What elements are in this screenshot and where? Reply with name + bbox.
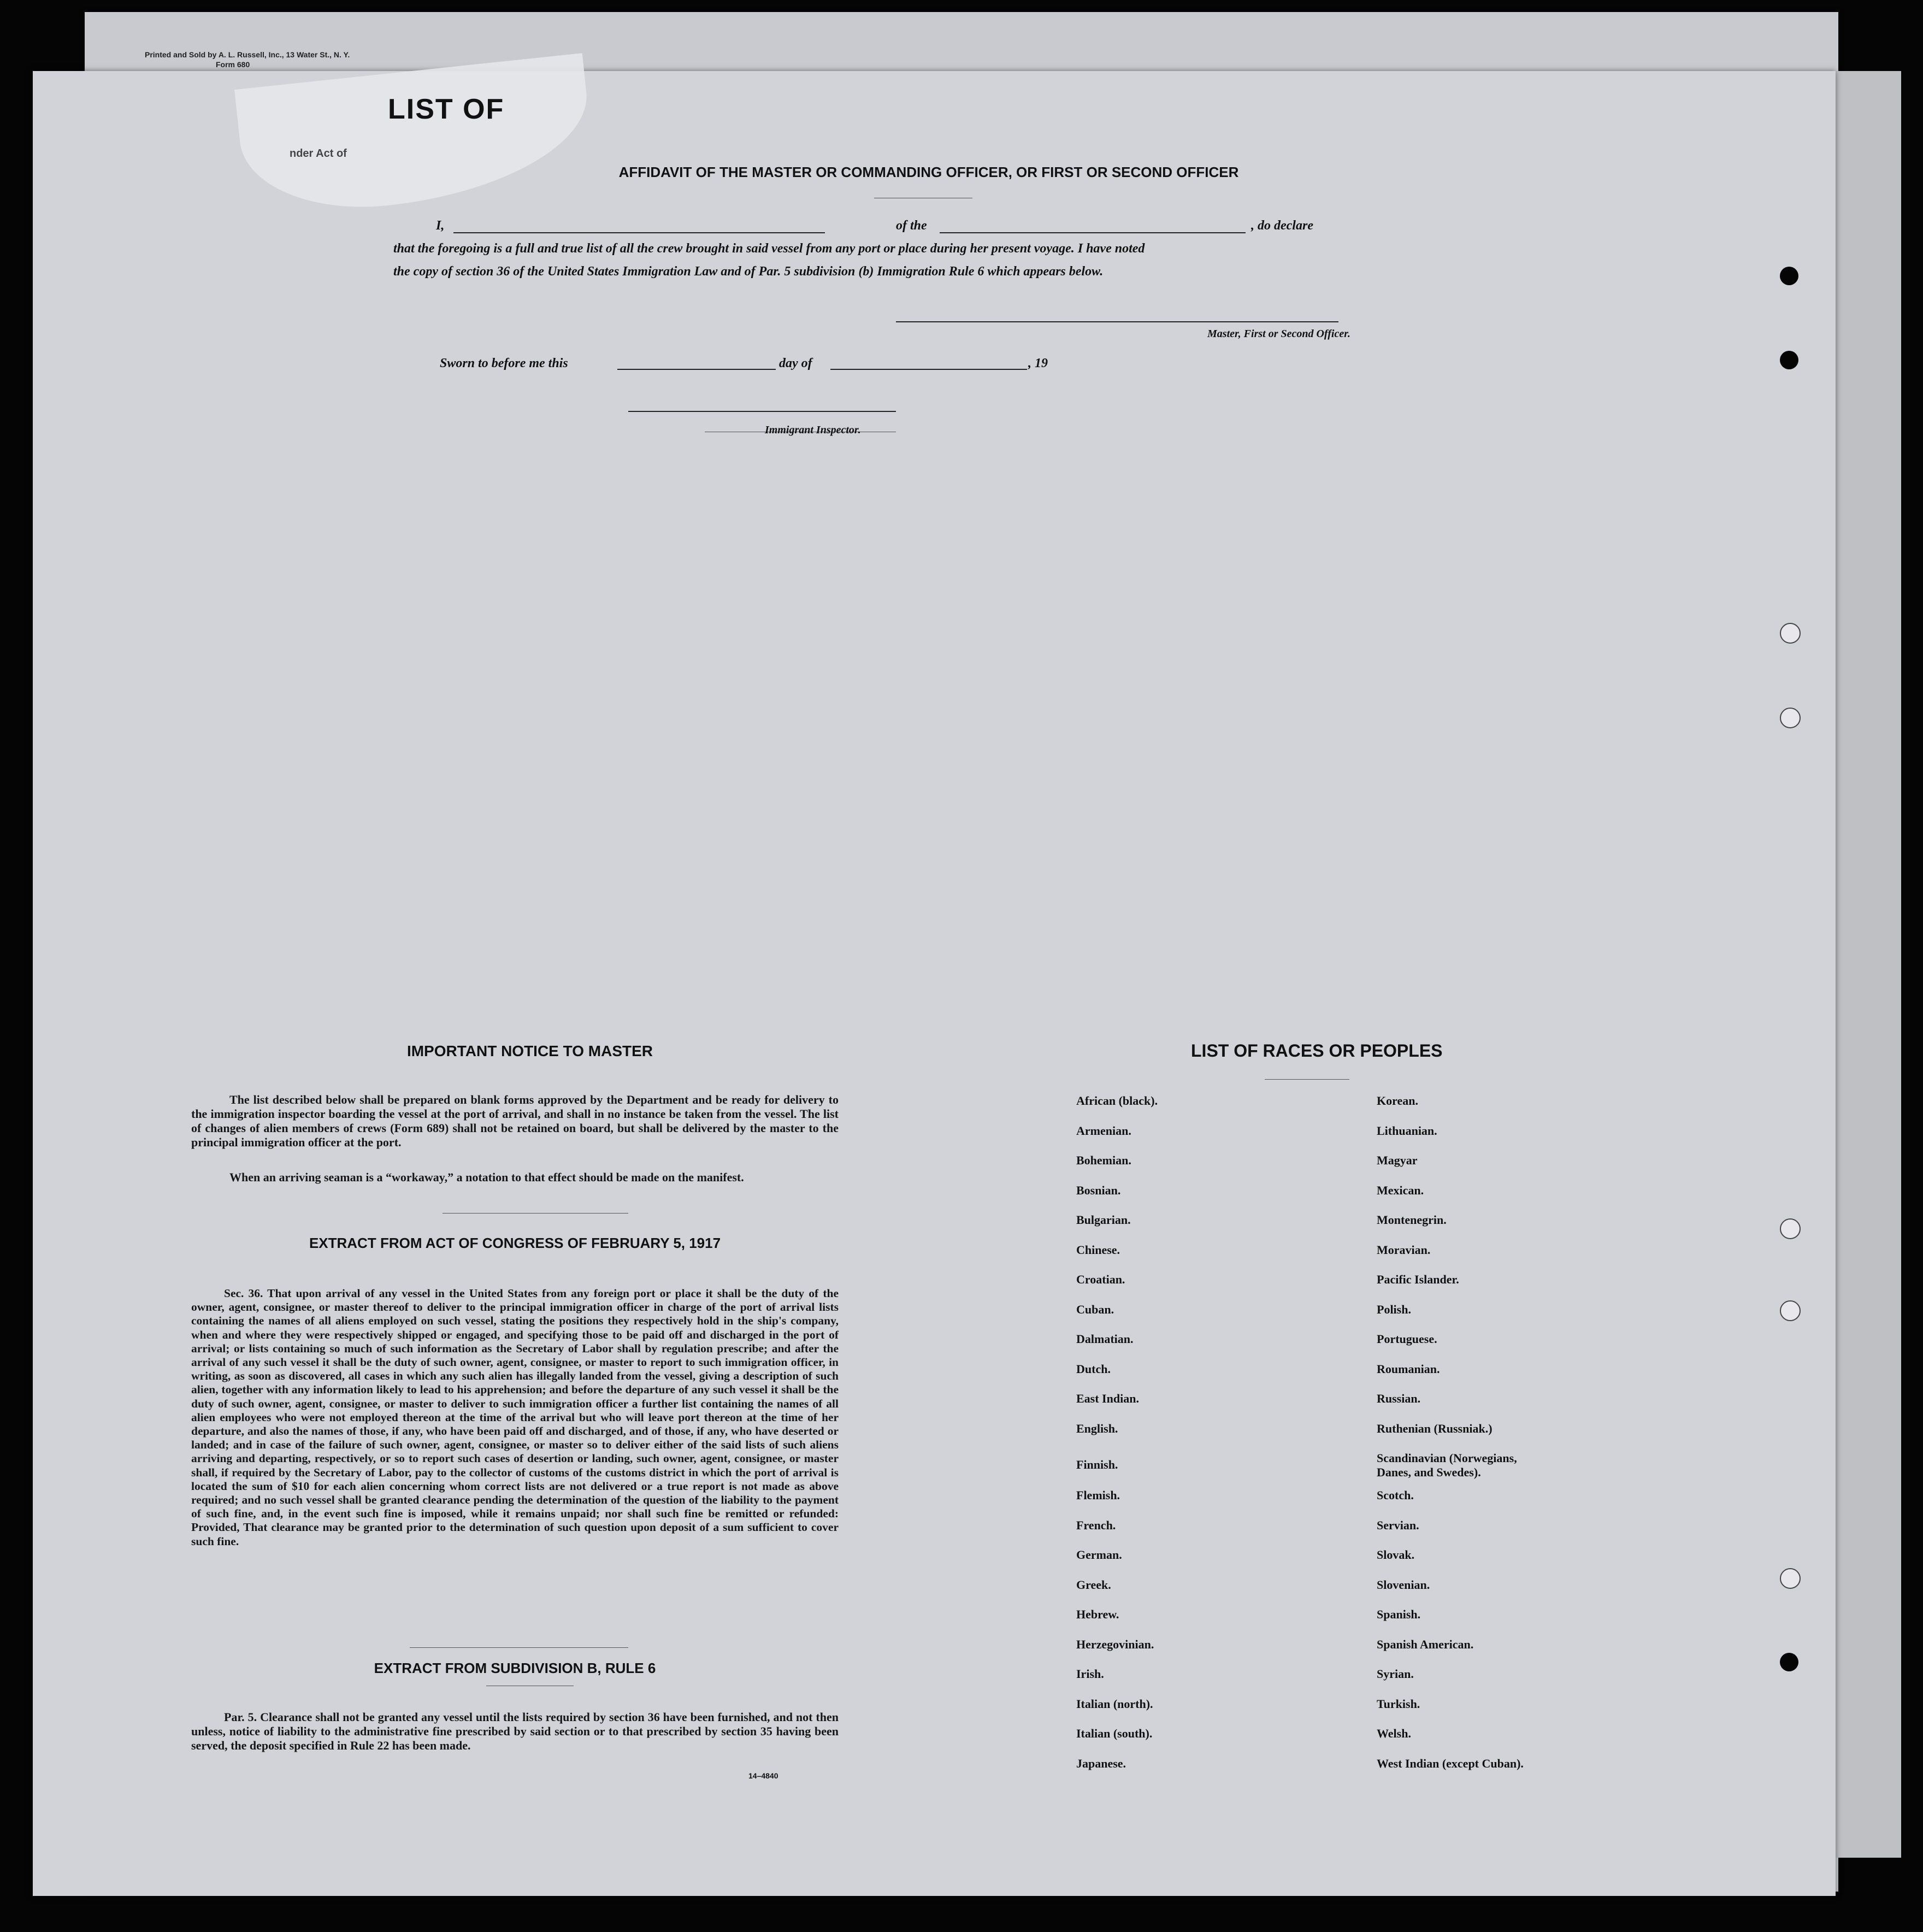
punch-hole-icon	[1780, 708, 1801, 728]
race-item: East Indian.	[1076, 1392, 1139, 1405]
race-item: Italian (north).	[1076, 1697, 1153, 1711]
race-item: Bulgarian.	[1076, 1213, 1131, 1227]
printer-line: Printed and Sold by A. L. Russell, Inc., 13 Water St., N. Y.	[145, 50, 350, 59]
race-item: Armenian.	[1076, 1123, 1131, 1138]
affidavit-i: I,	[436, 219, 445, 233]
races-left-column	[1076, 1094, 1349, 1786]
race-item: Irish.	[1076, 1667, 1104, 1681]
race-item: Korean.	[1377, 1094, 1418, 1108]
race-item: Spanish American.	[1377, 1637, 1474, 1651]
sworn-prefix: Sworn to before me this	[440, 356, 568, 370]
race-item: African (black).	[1076, 1094, 1158, 1108]
race-item: Chinese.	[1076, 1242, 1120, 1257]
punch-hole-icon	[1780, 1300, 1801, 1321]
race-item: English.	[1076, 1421, 1118, 1435]
race-item: Roumanian.	[1377, 1362, 1440, 1376]
race-item: Mexican.	[1377, 1183, 1424, 1197]
race-item: French.	[1076, 1518, 1116, 1532]
race-item: Hebrew.	[1076, 1607, 1119, 1621]
officer-signature-label: Master, First or Second Officer.	[1207, 328, 1350, 340]
race-item: Polish.	[1377, 1302, 1411, 1316]
form-number: Form 680	[216, 60, 250, 69]
race-item: Magyar	[1377, 1153, 1418, 1167]
act-fragment: nder Act of	[290, 148, 347, 160]
form-code: 14–4840	[748, 1771, 778, 1780]
race-item: Russian.	[1377, 1392, 1421, 1405]
races-title: LIST OF RACES OR PEOPLES	[1191, 1041, 1443, 1061]
race-item: West Indian (except Cuban).	[1377, 1756, 1524, 1770]
race-item: Moravian.	[1377, 1242, 1431, 1257]
sworn-year: , 19	[1028, 356, 1048, 370]
race-item: Italian (south).	[1076, 1727, 1153, 1740]
notice-para2: When an arriving seaman is a “workaway,” a notation to that effect should be made on the manifest.	[229, 1170, 744, 1184]
affidavit-title: AFFIDAVIT OF THE MASTER OR COMMANDING OFFICER, OR FIRST OR SECOND OFFICER	[618, 164, 1239, 180]
sworn-month-line[interactable]	[830, 369, 1027, 370]
race-item: Flemish.	[1076, 1488, 1120, 1502]
notice-divider	[443, 1213, 628, 1214]
underlying-sheet-edge	[1833, 71, 1901, 1858]
race-item: Bosnian.	[1076, 1183, 1121, 1197]
race-item: Spanish.	[1377, 1607, 1421, 1621]
sworn-day-of: day of	[779, 356, 812, 370]
race-item: Lithuanian.	[1377, 1123, 1437, 1138]
bleed-through-text	[197, 453, 204, 468]
notice-para1: The list described below shall be prepared on blank forms approved by the Department and be ready for delivery to the immigration inspector boarding the vessel at the port of arrival, and shall in no instance be taken from the vessel. The list of changes of alien members of crews (Form 689) shall not be retained on board, but shall be delivered by the master to the principal immigration officer at the port.	[191, 1093, 839, 1149]
extract-divider	[410, 1647, 628, 1648]
race-item: Ruthenian (Russniak.)	[1377, 1421, 1493, 1435]
punch-hole-icon	[1780, 267, 1798, 285]
form-page	[33, 71, 1836, 1896]
sworn-day-line[interactable]	[617, 369, 776, 370]
extract-rule-title: EXTRACT FROM SUBDIVISION B, RULE 6	[374, 1660, 656, 1676]
race-item: Turkish.	[1377, 1697, 1420, 1711]
torn-corner	[234, 53, 596, 220]
race-item: Portuguese.	[1377, 1332, 1437, 1346]
race-item: Syrian.	[1377, 1667, 1414, 1681]
race-item: Dutch.	[1076, 1362, 1111, 1376]
inspector-label: Immigrant Inspector.	[765, 424, 861, 436]
punch-hole-icon	[1780, 1653, 1798, 1671]
race-item: Scandinavian (Norwegians, Danes, and Swedes).	[1377, 1451, 1517, 1479]
affidavit-do-declare: , do declare	[1251, 219, 1313, 233]
race-item: Finnish.	[1076, 1458, 1118, 1471]
race-item: Montenegrin.	[1377, 1213, 1447, 1227]
inspector-signature-line[interactable]	[628, 411, 896, 412]
vessel-name-line[interactable]	[940, 232, 1246, 233]
list-title: LIST OF	[388, 93, 505, 125]
race-item: German.	[1076, 1548, 1122, 1562]
master-name-line[interactable]	[453, 232, 825, 233]
race-item: Welsh.	[1377, 1727, 1411, 1740]
extract-rule-text: Par. 5. Clearance shall not be granted any vessel until the lists required by section 36 have been furnished, and not then unless, notice of liability to the administrative fine prescribed by said section or to that prescribed by section 35 having been served, the deposit specified in Rule 22 has been made.	[191, 1710, 839, 1752]
race-item: Servian.	[1377, 1518, 1419, 1532]
race-item: Slovak.	[1377, 1548, 1415, 1562]
punch-hole-icon	[1780, 351, 1798, 369]
race-item: Scotch.	[1377, 1488, 1414, 1502]
races-right-column	[1377, 1094, 1683, 1786]
affidavit-line2: that the foregoing is a full and true list of all the crew brought in said vessel from any port or place during her present voyage. I have noted	[393, 241, 1145, 256]
race-item: Japanese.	[1076, 1756, 1126, 1770]
affidavit-line3: the copy of section 36 of the United States Immigration Law and of Par. 5 subdivision (b) Immigration Rule 6 which appears below.	[393, 264, 1104, 279]
race-item: Croatian.	[1076, 1273, 1125, 1286]
officer-signature-line[interactable]	[896, 321, 1338, 322]
race-item: Pacific Islander.	[1377, 1273, 1459, 1286]
extract-act-text: Sec. 36. That upon arrival of any vessel in the United States from any foreign port or place it shall be the duty of the owner, agent, consignee, or master thereof to deliver to the principal immigration officer in charge of the port of arrival lists containing the names of all aliens employed on such vessel, stating the positions they respectively hold in the ship's company, when and where they were respectively shipped or engaged, and specifying those to be paid off and discharged in the port of arrival; or lists containing so much of such information as the Secretary of Labor shall by regulation prescribe; and after the arrival of any such vessel it shall be the duty of such owner, agent, consignee, or master to report to such immigration officer, in writing, as soon as discovered, all cases in which any such alien has illegally landed from the vessel, giving a description of such alien, together with any information likely to lead to his apprehension; and before the departure of any such vessel it shall be the duty of such owner, agent, consignee, or master to deliver to such immigration officer a further list containing the names of all alien employees who were not employed thereon at the time of the arrival but who will leave port thereon at the time of her departure, and also the names of those, if any, who have been paid off and discharged, and of those, if any, who have deserted or landed; and in case of the failure of such owner, agent, consignee, or master so to deliver either of the said lists of such aliens arriving and departing, respectively, or so to report such cases of desertion or landing, such owner, agent, consignee, or master shall, if required by the Secretary of Labor, pay to the collector of customs of the customs district in which the port of arrival is located the sum of $10 for each alien concerning whom correct lists are not delivered or a true report is not made as above required; and no such vessel shall be granted clearance pending the determination of the question of the liability to the payment of such fine, and, in the event such fine is imposed, while it remains unpaid; nor shall such fine be remitted or refunded: Provided, That clearance may be granted prior to the determination of such question upon deposit of a sum sufficient to cover such fine.	[191, 1287, 839, 1548]
punch-hole-icon	[1780, 623, 1801, 644]
extract-act-title: EXTRACT FROM ACT OF CONGRESS OF FEBRUARY 5, 1917	[309, 1235, 721, 1251]
race-item: Greek.	[1076, 1577, 1111, 1592]
punch-hole-icon	[1780, 1218, 1801, 1239]
race-item: Herzegovinian.	[1076, 1637, 1154, 1651]
affidavit-of-the: of the	[896, 219, 927, 233]
race-item: Bohemian.	[1076, 1153, 1131, 1167]
punch-hole-icon	[1780, 1568, 1801, 1589]
notice-title: IMPORTANT NOTICE TO MASTER	[406, 1042, 653, 1059]
race-item: Slovenian.	[1377, 1577, 1430, 1592]
race-item: Dalmatian.	[1076, 1332, 1134, 1346]
race-item: Cuban.	[1076, 1302, 1114, 1316]
races-divider	[1265, 1079, 1349, 1080]
